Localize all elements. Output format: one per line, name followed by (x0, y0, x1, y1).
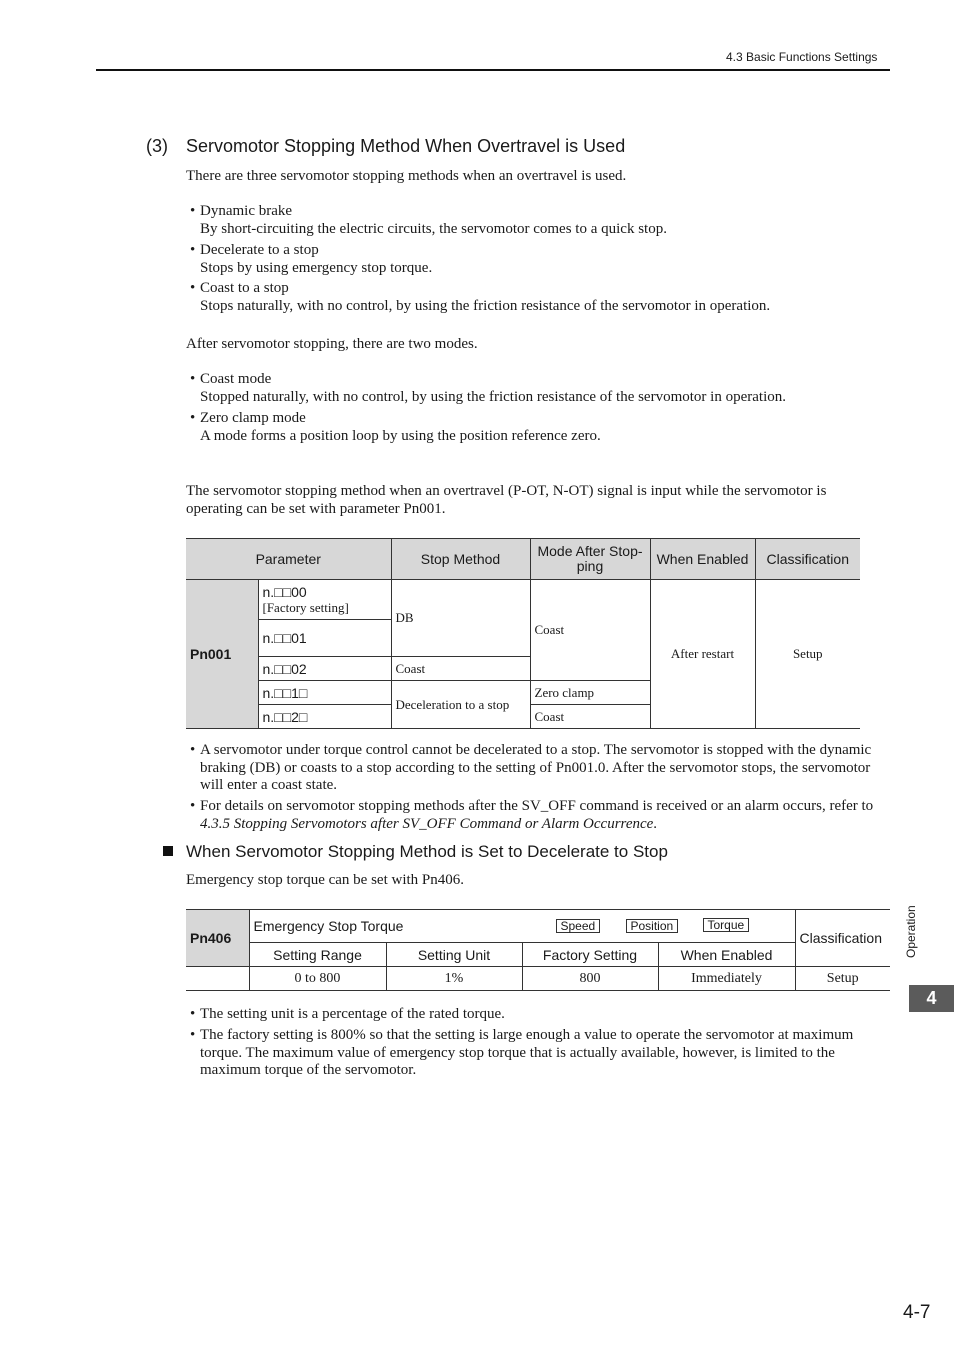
mode-desc: A mode forms a position loop by using the position reference zero. (200, 427, 601, 444)
method-name: Decelerate to a stop (200, 242, 319, 258)
cross-reference-link[interactable]: 4.3.5 Stopping Servomotors after SV_OFF Command or Alarm Occurrence (200, 815, 654, 832)
setting-unit-value: 1% (386, 967, 522, 991)
header-setting-unit: Setting Unit (386, 943, 522, 967)
list-item: • Decelerate to a stop Stops by using emergency stop torque. (190, 242, 890, 277)
note-text-part: . (653, 815, 658, 832)
mode-name: Coast mode (200, 371, 272, 387)
torque-tag: Torque (703, 918, 750, 932)
factory-setting-value: 800 (522, 967, 658, 991)
page-number: 4-7 (903, 1302, 931, 1323)
method-desc: Stops by using emergency stop torque. (200, 259, 433, 276)
list-item: • For details on servomotor stopping methods after the SV_OFF command is received or an alarm occurs, refer to 4.3.5 Stopping Servomotors after SV_OFF Command or Alarm Occurrence. (190, 798, 880, 833)
stop-method-cell: DB (391, 580, 530, 657)
subsection-intro: Emergency stop torque can be set with Pn406. (186, 872, 464, 888)
note-text (200, 798, 880, 833)
method-name: Coast to a stop (200, 280, 289, 296)
method-desc: Stops naturally, with no control, by using the friction resistance of the servomotor in operation. (200, 297, 771, 314)
when-enabled-cell: After restart (650, 580, 755, 729)
modes-intro: After servomotor stopping, there are two modes. (186, 336, 478, 352)
pn001-table (186, 538, 860, 729)
code-cell: n.□□01 (258, 620, 391, 657)
factory-note: [Factory setting] (262, 599, 349, 615)
mode-cell: Coast (530, 580, 650, 681)
section-number: (3) (146, 136, 168, 156)
classification-value: Setup (795, 967, 890, 991)
classification-cell: Setup (755, 580, 860, 729)
note-text: The factory setting is 800% so that the setting is large enough a value to operate the servomotor at maximum torque. The maximum value of emergency stop torque that is actually available, however, is limited to the maximum torque of the servomotor. (200, 1027, 854, 1078)
pn406-table (186, 909, 890, 991)
param-cell: Pn406 (186, 910, 249, 967)
section-title: Servomotor Stopping Method When Overtravel is Used (186, 136, 626, 156)
stop-method-cell: Coast (391, 657, 530, 681)
code-cell: n.□□2□ (258, 705, 391, 729)
list-item: • Coast to a stop Stops naturally, with no control, by using the friction resistance of the servomotor in operation. (190, 280, 890, 315)
param-cell: Pn001 (186, 580, 258, 729)
code-value: n.□□00 (262, 583, 307, 600)
method-name: Dynamic brake (200, 203, 293, 219)
mode-cell: Zero clamp (530, 681, 650, 705)
note-text-part: For details on servomotor stopping methods after the SV_OFF command is received or an alarm occurs, refer to (200, 798, 874, 814)
running-header: 4.3 Basic Functions Settings (726, 50, 878, 64)
list-item: • Coast mode Stopped naturally, with no control, by using the friction resistance of the servomotor in operation. (190, 371, 890, 406)
header-factory-setting: Factory Setting (522, 943, 658, 967)
param-name: Emergency Stop Torque (253, 918, 404, 934)
header-rule (96, 69, 890, 71)
header-classification: Classification (755, 539, 860, 580)
header-when-enabled: When Enabled (658, 943, 795, 967)
when-enabled-value: Immediately (658, 967, 795, 991)
list-item: • Dynamic brake By short-circuiting the electric circuits, the servomotor comes to a quick stop. (190, 203, 890, 238)
header-parameter: Parameter (186, 539, 391, 580)
mode-cell: Coast (530, 705, 650, 729)
note-text: A servomotor under torque control cannot be decelerated to a stop. The servomotor is stopped with the dynamic braking (DB) or coasts to a stop according to the setting of Pn001.0. After the servomotor stops, the servomotor will enter a coast state. (200, 742, 872, 793)
section-intro: There are three servomotor stopping methods when an overtravel is used. (186, 168, 627, 184)
list-item: • The factory setting is 800% so that the setting is large enough a value to operate the servomotor at maximum torque. The maximum value of emergency stop torque that is actually available, however, is limited to the maximum torque of the servomotor. (190, 1027, 890, 1080)
code-cell (258, 580, 391, 620)
header-stop-method: Stop Method (391, 539, 530, 580)
list-item: • The setting unit is a percentage of the rated torque. (190, 1006, 890, 1024)
list-item: • Zero clamp mode A mode forms a position loop by using the position reference zero. (190, 410, 890, 445)
code-cell: n.□□02 (258, 657, 391, 681)
code-cell: n.□□1□ (258, 681, 391, 705)
header-mode-after: Mode After Stop-ping (530, 539, 650, 580)
param-intro: The servomotor stopping method when an overtravel (P-OT, N-OT) signal is input while the servomotor is operating can be set with parameter Pn001. (186, 483, 827, 517)
classification-header: Classification (795, 910, 890, 967)
chapter-tab[interactable]: 4 (909, 985, 954, 1012)
subsection-title: When Servomotor Stopping Method is Set to Decelerate to Stop (186, 842, 668, 861)
method-desc: By short-circuiting the electric circuits, the servomotor comes to a quick stop. (200, 220, 667, 237)
square-bullet-icon (163, 846, 173, 856)
side-chapter-label: Operation (904, 905, 918, 958)
mode-name: Zero clamp mode (200, 410, 306, 426)
speed-tag: Speed (556, 919, 601, 933)
header-setting-range: Setting Range (249, 943, 386, 967)
mode-desc: Stopped naturally, with no control, by using the friction resistance of the servomotor in operation. (200, 388, 786, 405)
note-text: The setting unit is a percentage of the rated torque. (200, 1006, 505, 1022)
empty-cell (186, 967, 249, 991)
header-when-enabled: When Enabled (650, 539, 755, 580)
param-name-cell (249, 910, 795, 943)
stop-method-cell: Deceleration to a stop (391, 681, 530, 729)
setting-range-value: 0 to 800 (249, 967, 386, 991)
position-tag: Position (626, 919, 679, 933)
list-item: • A servomotor under torque control cannot be decelerated to a stop. The servomotor is stopped with the dynamic braking (DB) or coasts to a stop according to the setting of Pn001.0. After the servomotor stops, the servomotor will enter a coast state. (190, 742, 880, 795)
